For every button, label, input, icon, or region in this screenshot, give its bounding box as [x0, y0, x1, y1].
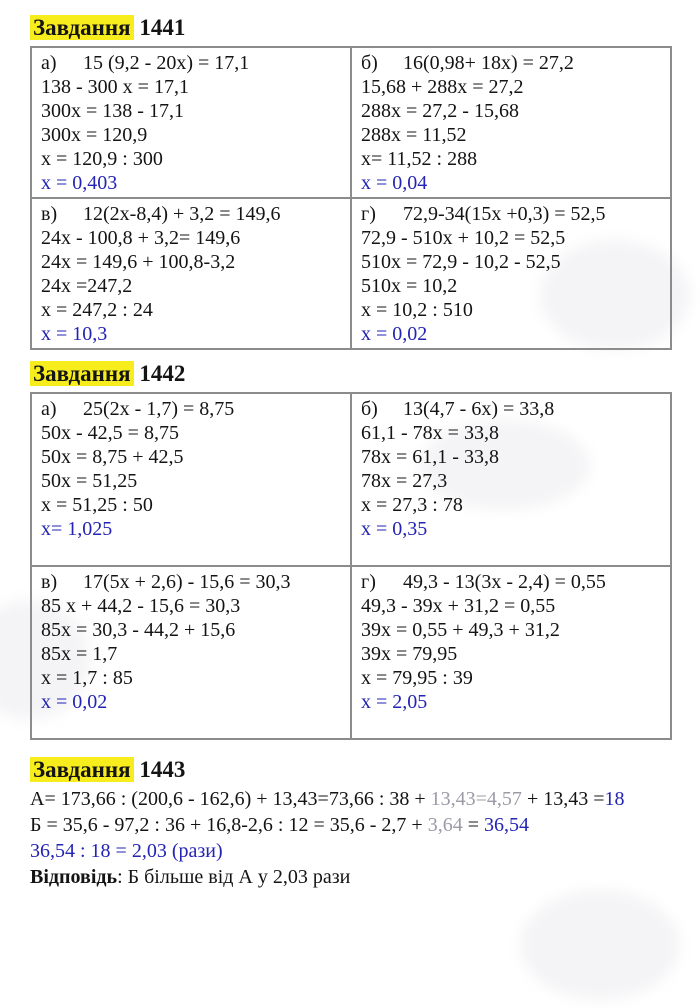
calc-text: А= 173,66 : (200,6 - 162,6) + 13,43=73,66 : 38 + — [30, 788, 431, 810]
item-label: г) — [361, 203, 376, 225]
item-label: в) — [41, 571, 58, 593]
solution-cell-a — [31, 47, 351, 198]
solution-step: 138 - 300 x = 17,1 — [41, 76, 189, 98]
item-label: а) — [41, 398, 57, 420]
solution-step: 50x - 42,5 = 8,75 — [41, 422, 179, 444]
answer-line: x = 0,403 — [41, 172, 118, 194]
solution-step: x = 247,2 : 24 — [41, 299, 153, 321]
equation: 13(4,7 - 6x) = 33,8 — [403, 398, 555, 420]
solution-step: 85x = 30,3 - 44,2 + 15,6 — [41, 619, 236, 641]
calc-line-ratio: 36,54 : 18 = 2,03 (рази) — [30, 840, 223, 862]
calc-text-faded: 13,43=4,57 — [430, 788, 522, 810]
answer-line: x = 0,35 — [361, 518, 428, 540]
final-answer-line — [30, 864, 678, 890]
solution-step: 39x = 79,95 — [361, 643, 458, 665]
solution-step: 300x = 138 - 17,1 — [41, 100, 184, 122]
task-title-highlight: Завдання — [30, 361, 134, 386]
solution-step: x = 120,9 : 300 — [41, 148, 163, 170]
calc-text: + 13,43 = — [521, 788, 605, 810]
task-title-highlight: Завдання — [30, 15, 134, 40]
equation: 16(0,98+ 18x) = 27,2 — [403, 52, 574, 74]
equation: 15 (9,2 - 20x) = 17,1 — [83, 52, 250, 74]
task-1443-section — [30, 756, 678, 890]
solution-step: 61,1 - 78x = 33,8 — [361, 422, 499, 444]
solution-step: x = 10,2 : 510 — [361, 299, 473, 321]
task-number: 1442 — [139, 361, 186, 386]
solution-step: 24x - 100,8 + 3,2= 149,6 — [41, 227, 241, 249]
solution-cell-v — [31, 566, 351, 739]
task-number: 1441 — [139, 15, 186, 40]
equation: 49,3 - 13(3x - 2,4) = 0,55 — [403, 571, 606, 593]
solution-cell-b — [351, 47, 671, 198]
solution-cell-b — [351, 393, 671, 566]
solution-cell-v — [31, 198, 351, 349]
calc-text-faded: 3,64 — [427, 814, 463, 836]
solution-step: 85x = 1,7 — [41, 643, 118, 665]
solution-step: 510x = 10,2 — [361, 275, 458, 297]
answer-line: x = 0,02 — [41, 691, 108, 713]
solution-step: 300x = 120,9 — [41, 124, 148, 146]
answer-label: Відповідь — [30, 866, 118, 888]
answer-line: x = 2,05 — [361, 691, 428, 713]
solution-step: 72,9 - 510x + 10,2 = 52,5 — [361, 227, 566, 249]
solution-step: 15,68 + 288x = 27,2 — [361, 76, 524, 98]
solution-cell-a — [31, 393, 351, 566]
item-label: г) — [361, 571, 376, 593]
answer-line: x = 0,04 — [361, 172, 428, 194]
equation: 25(2x - 1,7) = 8,75 — [83, 398, 235, 420]
answer-text: : Б більше від А у 2,03 рази — [117, 866, 351, 888]
calc-text: Б = 35,6 - 97,2 : 36 + 16,8-2,6 : 12 = 35,6 - 2,7 + — [30, 814, 428, 836]
solution-step: 85 x + 44,2 - 15,6 = 30,3 — [41, 595, 241, 617]
equation: 12(2x-8,4) + 3,2 = 149,6 — [83, 203, 281, 225]
solution-step: 24x =247,2 — [41, 275, 133, 297]
solution-step: 24x = 149,6 + 100,8-3,2 — [41, 251, 236, 273]
equation: 72,9-34(15x +0,3) = 52,5 — [403, 203, 606, 225]
task-title-highlight: Завдання — [30, 757, 134, 782]
solution-step: x = 79,95 : 39 — [361, 667, 473, 689]
solution-step: x = 27,3 : 78 — [361, 494, 463, 516]
equation: 17(5x + 2,6) - 15,6 = 30,3 — [83, 571, 291, 593]
task-1442-title — [30, 360, 678, 388]
item-label: б) — [361, 398, 378, 420]
solution-step: 49,3 - 39x + 31,2 = 0,55 — [361, 595, 556, 617]
solution-step: 288x = 11,52 — [361, 124, 467, 146]
solution-step: 288x = 27,2 - 15,68 — [361, 100, 519, 122]
solution-step: 50x = 8,75 + 42,5 — [41, 446, 184, 468]
task-1443-title — [30, 756, 678, 784]
calc-line-B — [30, 812, 678, 838]
item-label: в) — [41, 203, 58, 225]
answer-line: x = 0,02 — [361, 323, 428, 345]
solution-step: 50x = 51,25 — [41, 470, 138, 492]
calc-line-A — [30, 786, 678, 812]
solution-step: x= 11,52 : 288 — [361, 148, 478, 170]
solution-step: 39x = 0,55 + 49,3 + 31,2 — [361, 619, 560, 641]
solution-cell-g — [351, 198, 671, 349]
solution-step: 510x = 72,9 - 10,2 - 52,5 — [361, 251, 561, 273]
task-1442-section — [30, 360, 678, 740]
answer-line: x = 10,3 — [41, 323, 108, 345]
answer-line: x= 1,025 — [41, 518, 113, 540]
calc-result: 18 — [604, 788, 625, 810]
solution-step: x = 51,25 : 50 — [41, 494, 153, 516]
solution-step: x = 1,7 : 85 — [41, 667, 133, 689]
task-1441-section — [30, 14, 678, 350]
solution-step: 78x = 61,1 - 33,8 — [361, 446, 499, 468]
calc-text: = — [462, 814, 484, 836]
task-1442-table — [30, 392, 672, 740]
item-label: а) — [41, 52, 57, 74]
item-label: б) — [361, 52, 378, 74]
solution-step: 78x = 27,3 — [361, 470, 448, 492]
calc-result: 36,54 — [483, 814, 529, 836]
task-1441-title — [30, 14, 678, 42]
watermark-smudge — [520, 890, 680, 1000]
task-1441-table — [30, 46, 672, 350]
solution-cell-g — [351, 566, 671, 739]
task-number: 1443 — [139, 757, 186, 782]
